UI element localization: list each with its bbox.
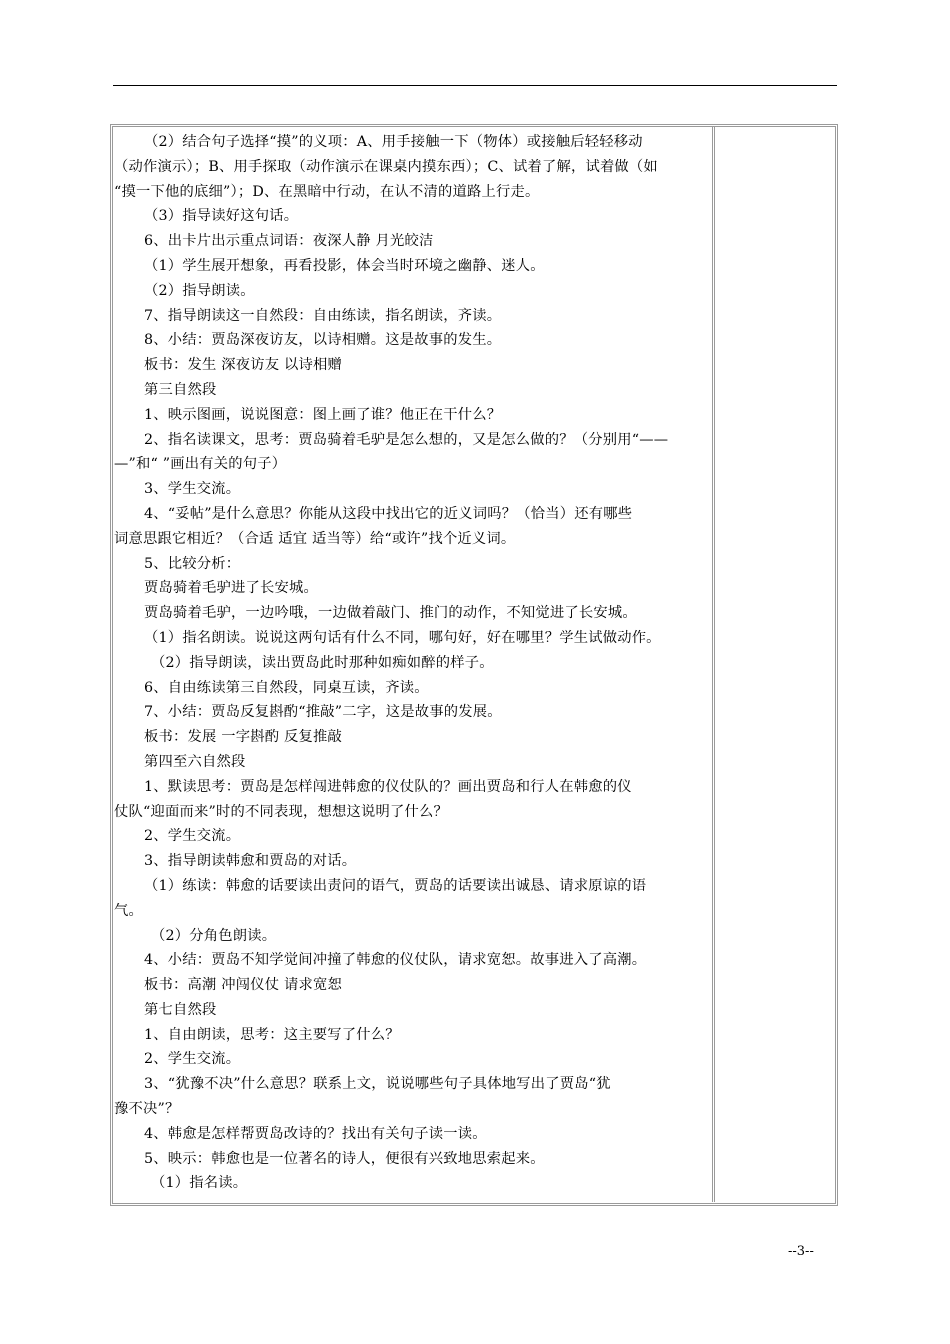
text-line: （3）指导读好这句话。 bbox=[144, 208, 299, 225]
text-line: 3、“犹豫不决”什么意思？联系上文，说说哪些句子具体地写出了贾岛“犹 bbox=[144, 1076, 611, 1093]
text-line: 1、默读思考：贾岛是怎样闯进韩愈的仪仗队的？画出贾岛和行人在韩愈的仪 bbox=[144, 778, 632, 795]
text-line: （2）指导朗读，读出贾岛此时那种如痴如醉的样子。 bbox=[151, 654, 494, 671]
text-line: （2）指导朗读。 bbox=[144, 282, 255, 299]
text-line: —”和“ ”画出有关的句子） bbox=[114, 456, 287, 473]
text-line: （1）练读：韩愈的话要读出责问的语气，贾岛的话要读出诚恳、请求原谅的语 bbox=[144, 877, 647, 894]
text-line: （动作演示）；B、用手探取（动作演示在课桌内摸东西）；C、试着了解，试着做（如 bbox=[114, 158, 658, 175]
text-line: 仗队“迎面而来”时的不同表现，想想这说明了什么？ bbox=[114, 803, 448, 820]
text-line: 3、学生交流。 bbox=[144, 481, 241, 498]
text-line: 2、指名读课文，思考：贾岛骑着毛驴是怎么想的，又是怎么做的？（分别用“—— bbox=[144, 431, 669, 448]
text-line: 2、学生交流。 bbox=[144, 828, 241, 845]
text-line: 词意思跟它相近？（合适 适宜 适当等）给“或许”找个近义词。 bbox=[114, 530, 516, 547]
text-line: 5、比较分析： bbox=[144, 555, 241, 572]
text-line: 4、韩愈是怎样帮贾岛改诗的？找出有关句子读一读。 bbox=[144, 1125, 487, 1142]
text-line: 4、“妥帖”是什么意思？你能从这段中找出它的近义词吗？（恰当）还有哪些 bbox=[144, 505, 633, 522]
text-line: 6、出卡片出示重点词语：夜深人静 月光皎洁 bbox=[144, 233, 434, 250]
text-line: 3、指导朗读韩愈和贾岛的对话。 bbox=[144, 853, 357, 870]
text-line: 7、指导朗读这一自然段：自由练读，指名朗读，齐读。 bbox=[144, 307, 502, 324]
text-line: 板书：发生 深夜访友 以诗相赠 bbox=[144, 357, 342, 374]
text-line: 1、自由朗读，思考：这主要写了什么？ bbox=[144, 1026, 400, 1043]
header-rule bbox=[113, 85, 837, 86]
text-line: 第七自然段 bbox=[144, 1001, 217, 1018]
text-line: （1）学生展开想象，再看投影，体会当时环境之幽静、迷人。 bbox=[144, 257, 545, 274]
text-line: 1、映示图画，说说图意：图上画了谁？他正在干什么？ bbox=[144, 406, 502, 423]
text-line: 贾岛骑着毛驴，一边吟哦，一边做着敲门、推门的动作，不知觉进了长安城。 bbox=[144, 605, 637, 622]
page-number: --3-- bbox=[788, 1244, 814, 1259]
text-line: 5、映示：韩愈也是一位著名的诗人，便很有兴致地思索起来。 bbox=[144, 1150, 545, 1167]
text-line: （1）指名读。 bbox=[151, 1175, 248, 1192]
text-line: 第四至六自然段 bbox=[144, 753, 246, 770]
text-line: （1）指名朗读。说说这两句话有什么不同，哪句好，好在哪里？学生试做动作。 bbox=[144, 629, 661, 646]
text-line: 板书：发展 一字斟酌 反复推敲 bbox=[144, 729, 342, 746]
text-line: 2、学生交流。 bbox=[144, 1051, 241, 1068]
text-line: （2）分角色朗读。 bbox=[151, 927, 277, 944]
text-line: 气。 bbox=[114, 902, 143, 919]
text-line: 豫不决”？ bbox=[114, 1101, 180, 1118]
text-line: 第三自然段 bbox=[144, 381, 217, 398]
text-line: 8、小结：贾岛深夜访友，以诗相赠。这是故事的发生。 bbox=[144, 332, 502, 349]
text-line: 6、自由练读第三自然段，同桌互读，齐读。 bbox=[144, 679, 429, 696]
text-line: 板书：高潮 冲闯仪仗 请求宽恕 bbox=[144, 977, 342, 994]
text-line: （2）结合句子选择“摸”的义项：A、用手接触一下（物体）或接触后轻轻移动 bbox=[144, 134, 643, 150]
text-line: 7、小结：贾岛反复斟酌“推敲”二字，这是故事的发展。 bbox=[144, 704, 502, 721]
lesson-content-cell bbox=[114, 130, 714, 1196]
text-line: 4、小结：贾岛不知学觉间冲撞了韩愈的仪仗队，请求宽恕。故事进入了高潮。 bbox=[144, 952, 647, 969]
text-line: 贾岛骑着毛驴进了长安城。 bbox=[144, 580, 318, 597]
text-line: “摸一下他的底细”）；D、在黑暗中行动，在认不清的道路上行走。 bbox=[114, 183, 540, 200]
